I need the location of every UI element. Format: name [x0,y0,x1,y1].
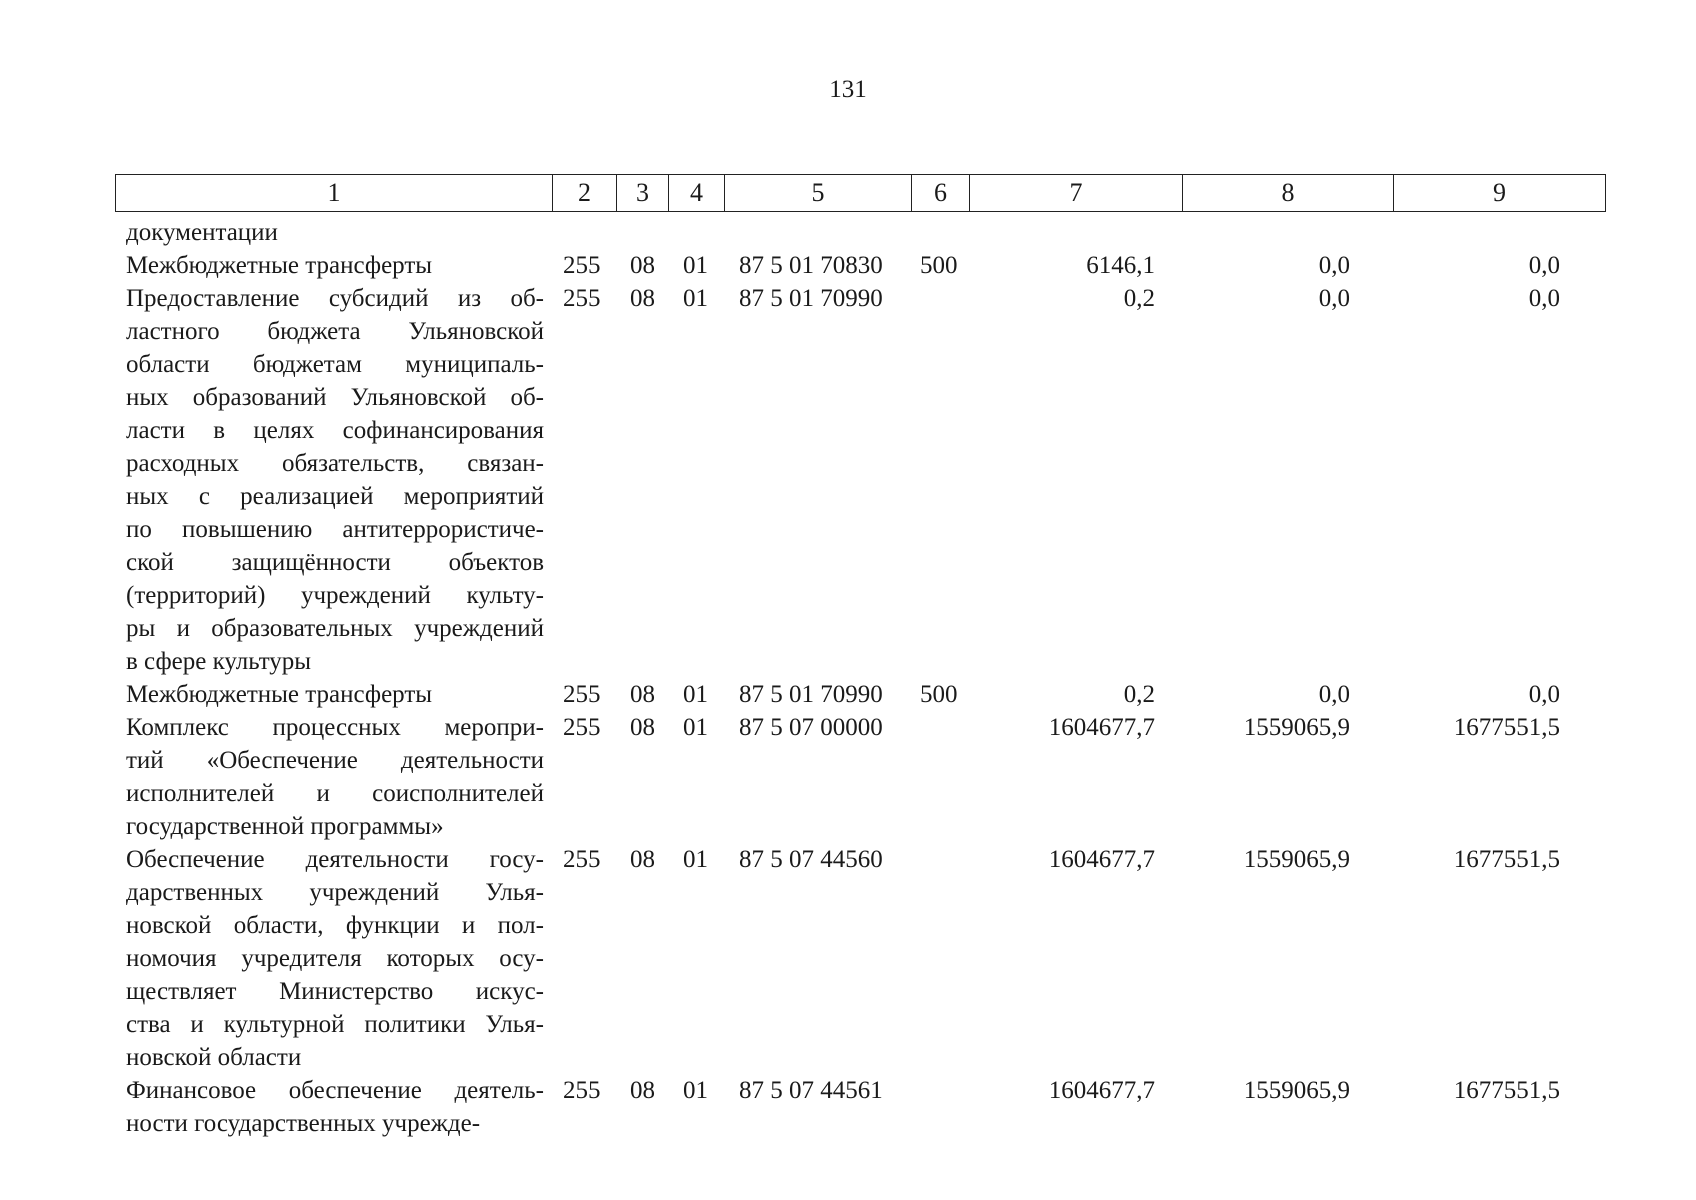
page-number: 131 [829,76,867,103]
row-description-line: ных образований Ульяновской об- [126,384,544,411]
row-description-line: Финансовое обеспечение деятель- [126,1077,544,1104]
cell-col-3: 08 [630,714,655,741]
cell-col-4: 01 [683,1077,708,1104]
cell-col-2: 255 [563,846,601,873]
row-description-line: Межбюджетные трансферты [126,252,433,279]
row-description-line: тий «Обеспечение деятельности [126,747,544,774]
cell-col-5: 87 5 01 70990 [739,681,883,708]
row-description-line: ры и образовательных учреждений [126,615,544,642]
row-description-line: расходных обязательств, связан- [126,450,544,477]
row-description-line: (территорий) учреждений культу- [126,582,544,609]
row-description [126,711,544,843]
cell-col-3: 08 [630,846,655,873]
cell-col-2: 255 [563,252,601,279]
column-header-6: 6 [912,175,970,212]
column-header-2: 2 [553,175,617,212]
cell-col-5: 87 5 07 44560 [739,846,883,873]
cell-col-3: 08 [630,681,655,708]
cell-col-5: 87 5 07 44561 [739,1077,883,1104]
row-description-line: Межбюджетные трансферты [126,681,433,708]
cell-col-8: 0,0 [1318,252,1350,279]
cell-col-2: 255 [563,1077,601,1104]
row-description-line: новской области, функции и пол- [126,912,544,939]
cell-col-9: 0,0 [1528,285,1560,312]
row-description-line: ности государственных учрежде- [126,1110,481,1137]
row-description-line: дарственных учреждений Улья- [126,879,544,906]
column-header-5: 5 [725,175,912,212]
row-description-line: государственной программы» [126,813,444,840]
cell-col-7: 0,2 [1123,285,1155,312]
column-header-9: 9 [1394,175,1606,212]
row-description-line: ласти в целях софинансирования [126,417,544,444]
column-header-1: 1 [116,175,553,212]
cell-col-7: 0,2 [1123,681,1155,708]
cell-col-4: 01 [683,252,708,279]
row-description-line: по повышению антитеррористиче- [126,516,544,543]
cell-col-9: 0,0 [1528,252,1560,279]
cell-col-5: 87 5 01 70990 [739,285,883,312]
column-header-3: 3 [617,175,669,212]
cell-col-4: 01 [683,714,708,741]
row-description [126,216,544,249]
cell-col-4: 01 [683,846,708,873]
cell-col-4: 01 [683,681,708,708]
row-description-line: Обеспечение деятельности госу- [126,846,544,873]
cell-col-3: 08 [630,252,655,279]
cell-col-3: 08 [630,1077,655,1104]
column-header-row [116,175,1606,212]
row-description-line: Предоставление субсидий из об- [126,285,544,312]
cell-col-4: 01 [683,285,708,312]
cell-col-8: 0,0 [1318,681,1350,708]
row-description-line: новской области [126,1044,302,1071]
column-header-8: 8 [1183,175,1394,212]
cell-col-7: 1604677,7 [1048,714,1155,741]
row-description [126,678,544,711]
cell-col-3: 08 [630,285,655,312]
cell-col-5: 87 5 01 70830 [739,252,883,279]
row-description-line: в сфере культуры [126,648,312,675]
cell-col-8: 0,0 [1318,285,1350,312]
cell-col-2: 255 [563,681,601,708]
cell-col-8: 1559065,9 [1243,846,1350,873]
row-description [126,843,544,1074]
cell-col-7: 1604677,7 [1048,1077,1155,1104]
row-description [126,249,544,282]
cell-col-6: 500 [920,252,958,279]
cell-col-6: 500 [920,681,958,708]
column-header-7: 7 [970,175,1183,212]
column-header-table [115,174,1606,212]
row-description-line: области бюджетам муниципаль- [126,351,544,378]
row-description-line: ществляет Министерство искус- [126,978,544,1005]
row-description-line: Комплекс процессных меропри- [126,714,544,741]
cell-col-9: 0,0 [1528,681,1560,708]
row-description [126,282,544,678]
cell-col-9: 1677551,5 [1453,714,1560,741]
row-description-line: ства и культурной политики Улья- [126,1011,544,1038]
row-description-line: исполнителей и соисполнителей [126,780,544,807]
row-description-line: ных с реализацией мероприятий [126,483,544,510]
cell-col-5: 87 5 07 00000 [739,714,883,741]
column-header-4: 4 [669,175,725,212]
cell-col-2: 255 [563,285,601,312]
row-description-line: ской защищённости объектов [126,549,544,576]
row-description [126,1074,544,1140]
cell-col-2: 255 [563,714,601,741]
cell-col-9: 1677551,5 [1453,1077,1560,1104]
row-description-line: ластного бюджета Ульяновской [126,318,544,345]
row-description-line: номочия учредителя которых осу- [126,945,544,972]
cell-col-7: 1604677,7 [1048,846,1155,873]
row-description-line: документации [126,219,278,246]
cell-col-9: 1677551,5 [1453,846,1560,873]
cell-col-7: 6146,1 [1086,252,1155,279]
cell-col-8: 1559065,9 [1243,714,1350,741]
cell-col-8: 1559065,9 [1243,1077,1350,1104]
